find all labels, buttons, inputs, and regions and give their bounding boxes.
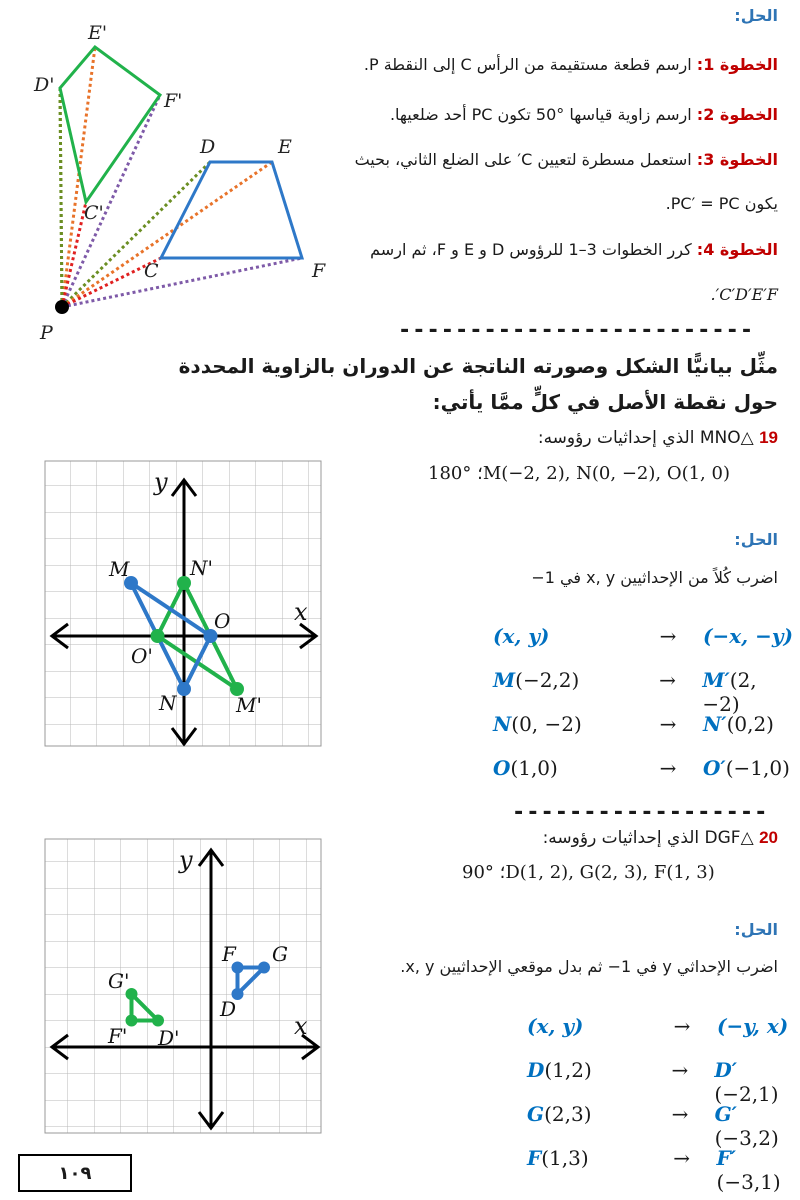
q19-row-0: (x, y) → (−x, −y)	[493, 624, 793, 648]
instruction-line-1: مثِّل بيانيًّا الشكل وصورته الناتجة عن الدوران بالزاوية المحددة	[178, 354, 778, 378]
svg-text:D': D'	[158, 1026, 180, 1050]
svg-text:F: F	[222, 942, 236, 966]
center-point-p	[55, 300, 69, 314]
q19-row-2: N(0, −2) → N′(0,2)	[493, 712, 774, 736]
step-4-label: الخطوة 4:	[696, 240, 778, 259]
label-f: F	[312, 260, 326, 282]
q20-coords: 90° ؛D(1, 2), G(2, 3), F(1, 3)	[462, 862, 715, 883]
step-1-label: الخطوة 1:	[696, 55, 778, 74]
svg-text:y: y	[154, 468, 168, 496]
q20-solution-label: الحل:	[734, 920, 778, 939]
solution-label-top: الحل:	[734, 6, 778, 25]
step-3-cont-text: يكون PC′ = PC.	[665, 194, 778, 213]
svg-text:x: x	[294, 598, 308, 626]
separator-1: -------------------------	[398, 318, 755, 343]
step-4-cont	[338, 285, 778, 304]
q20-instruction: اضرب الإحداثي y في 1− ثم بدل موقعي الإحداثيين x, y.	[400, 957, 778, 976]
q19-instruction: اضرب كُلاً من الإحداثيين x, y في 1−	[531, 568, 778, 587]
step-1	[338, 55, 778, 74]
q20-row-3: F(1,3) → F′(−3,1)	[527, 1146, 781, 1194]
separator-2: ------------------	[512, 800, 769, 825]
label-d: D	[200, 136, 216, 158]
step-3-text: استعمل مسطرة لتعيين C′ على الضلع الثاني، بحيث	[354, 150, 692, 169]
q20-title-text: △DGF الذي إحداثيات رؤوسه:	[542, 828, 754, 848]
svg-text:x: x	[294, 1012, 308, 1040]
step-4	[338, 240, 778, 259]
svg-text:O: O	[214, 609, 231, 633]
step-4-cont-text: C′D′E′F′.	[710, 285, 778, 304]
q19-title	[358, 428, 778, 448]
label-c-prime: C'	[84, 202, 104, 224]
q20-row-1: D(1,2) → D′(−2,1)	[527, 1058, 779, 1106]
step-1-text: ارسم قطعة مستقيمة من الرأس C إلى النقطة P.	[363, 55, 692, 74]
q20-row-0: (x, y) → (−y, x)	[527, 1014, 789, 1038]
page-number: ١٠٩	[18, 1154, 132, 1192]
svg-text:O': O'	[131, 644, 153, 668]
label-c: C	[144, 260, 159, 282]
q19-row-3: O(1,0) → O′(−1,0)	[493, 756, 790, 780]
svg-text:M: M	[109, 557, 130, 581]
q20-row-2: G(2,3) → G′(−3,2)	[527, 1102, 779, 1150]
q20-number: 20	[759, 828, 778, 847]
label-p: P	[40, 322, 53, 344]
q19-row-1: M(−2,2) → M′(2, −2)	[493, 668, 757, 716]
svg-text:N': N'	[190, 556, 213, 580]
svg-text:D: D	[220, 997, 237, 1021]
svg-text:y: y	[179, 846, 193, 874]
step-2-label: الخطوة 2:	[696, 105, 778, 124]
step-3	[338, 150, 778, 169]
step-4-text: كرر الخطوات 3–1 للرؤوس D و E و F، ثم ارسم	[370, 240, 692, 259]
label-d-prime: D'	[34, 74, 55, 96]
svg-text:F': F'	[108, 1024, 128, 1048]
rotation-figure	[20, 15, 340, 345]
q19-graph	[44, 460, 324, 750]
q19-coords: 180° ؛M(−2, 2), N(0, −2), O(1, 0)	[428, 463, 730, 484]
step-3-cont	[338, 194, 778, 213]
original-quadrilateral	[161, 162, 302, 258]
instruction-line-2: حول نقطة الأصل في كلٍّ ممَّا يأتي:	[432, 390, 778, 414]
q20-graph	[44, 838, 324, 1138]
step-2	[338, 105, 778, 124]
label-f-prime: F'	[164, 90, 183, 112]
q19-title-text: △MNO الذي إحداثيات رؤوسه:	[537, 428, 754, 448]
q19-number: 19	[759, 428, 778, 447]
q20-title	[358, 828, 778, 848]
label-e-prime: E'	[88, 22, 108, 44]
svg-text:M': M'	[236, 693, 262, 717]
label-e: E	[278, 136, 292, 158]
step-3-label: الخطوة 3:	[696, 150, 778, 169]
q19-solution-label: الحل:	[734, 530, 778, 549]
svg-text:G': G'	[108, 969, 130, 993]
step-2-text: ارسم زاوية قياسها °50 تكون PC أحد ضلعيها.	[389, 105, 692, 124]
svg-text:N: N	[159, 691, 177, 715]
svg-text:G: G	[272, 942, 288, 966]
